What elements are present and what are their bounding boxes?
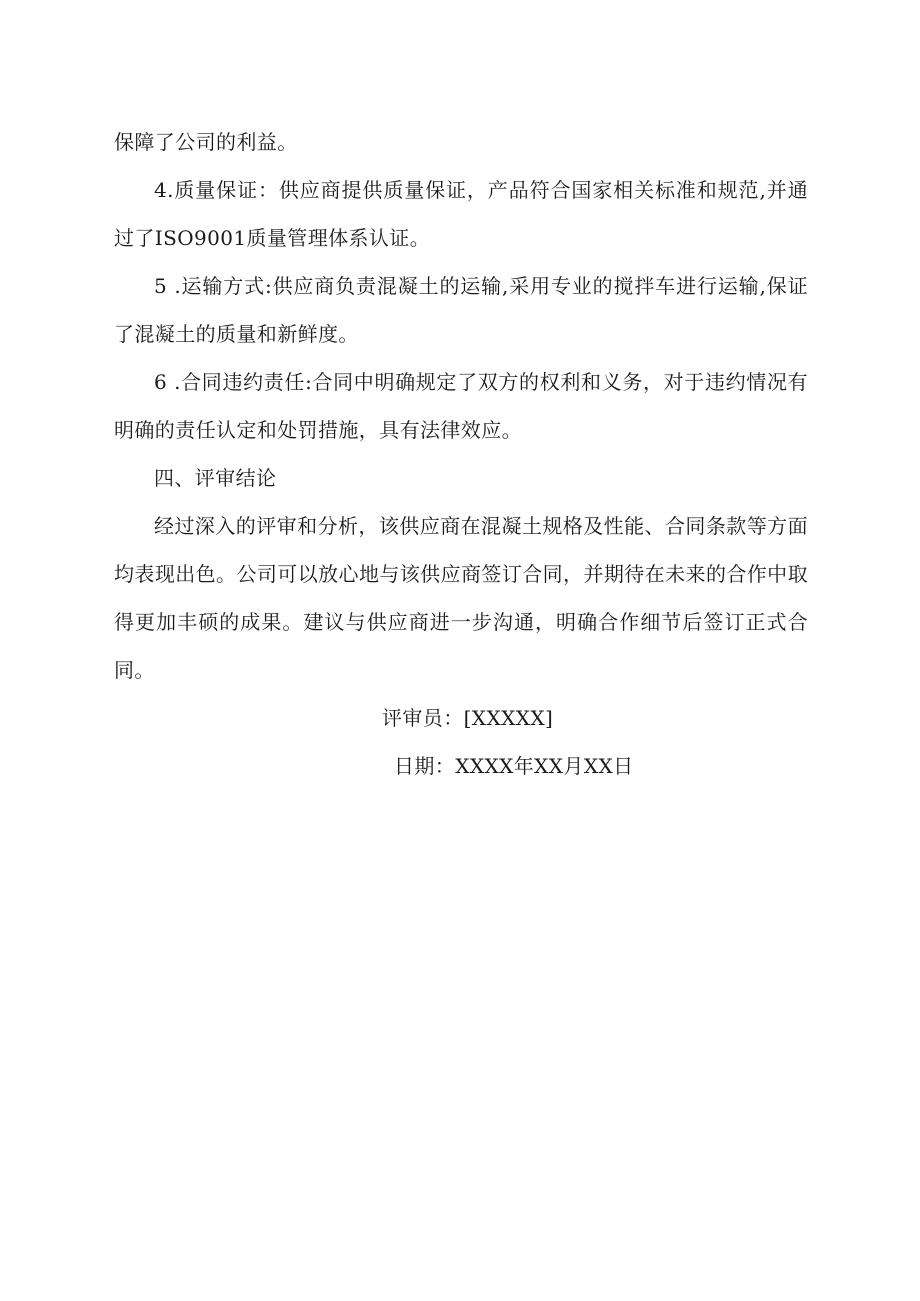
section-heading-review-conclusion: 四、评审结论 xyxy=(154,466,277,490)
paragraph-transport-method: 5 .运输方式:供应商负责混凝土的运输,采用专业的搅拌车进行运输,保证了混凝土的质量和新鲜度。 xyxy=(114,274,808,346)
document-body xyxy=(114,118,808,790)
paragraph-breach-liability: 6 .合同违约责任:合同中明确规定了双方的权利和义务，对于违约情况有明确的责任认定和处罚措施，具有法律效应。 xyxy=(114,370,808,442)
paragraph-quality-guarantee: 4.质量保证：供应商提供质量保证，产品符合国家相关标准和规范,并通过了ISO9001质量管理体系认证。 xyxy=(114,178,808,250)
reviewer-signature-line: 评审员：[XXXXX] xyxy=(382,706,554,730)
date-line: 日期：XXXX年XX月XX日 xyxy=(394,754,634,778)
paragraph-conclusion: 经过深入的评审和分析，该供应商在混凝土规格及性能、合同条款等方面均表现出色。公司可以放心地与该供应商签订合同，并期待在未来的合作中取得更加丰硕的成果。建议与供应商进一步沟通，明确合作细节后签订正式合同。 xyxy=(114,514,808,682)
paragraph-continuation: 保障了公司的利益。 xyxy=(114,130,298,154)
